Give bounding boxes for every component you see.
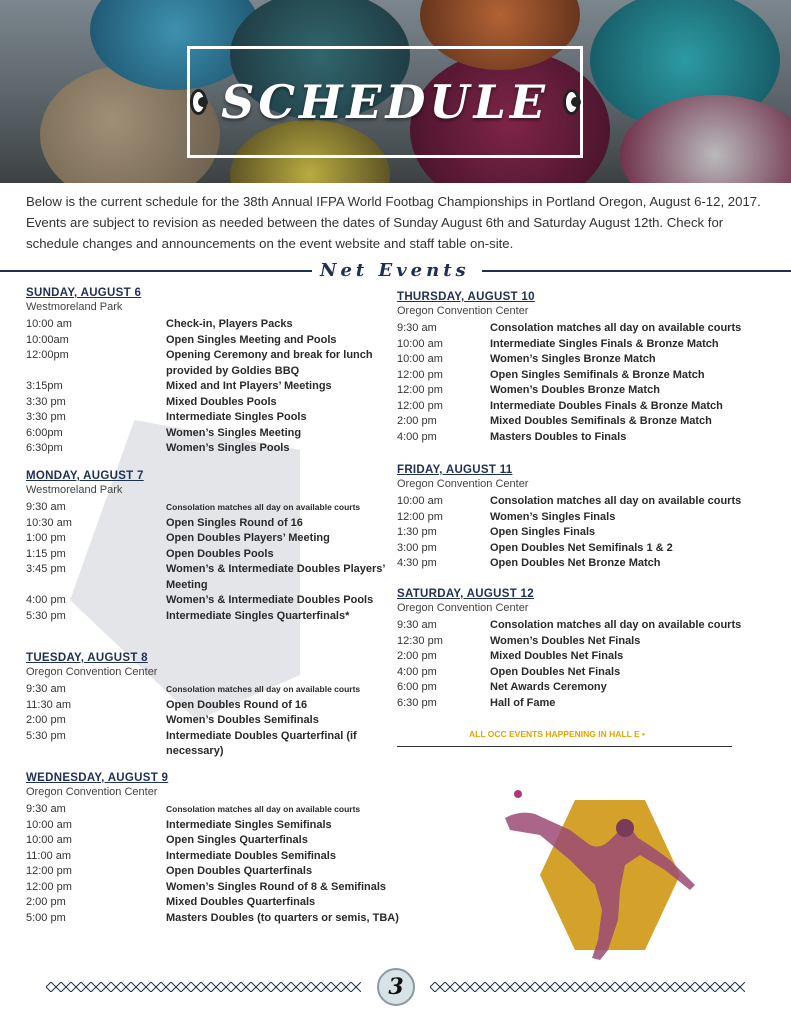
event-time: 2:00 pm bbox=[397, 650, 437, 662]
event-name: Women’s Singles Round of 8 & Semifinals bbox=[166, 880, 387, 893]
day-block-monday bbox=[26, 470, 386, 624]
schedule-row bbox=[26, 531, 386, 547]
event-time: 2:00 pm bbox=[397, 415, 437, 427]
event-time: 5:30 pm bbox=[26, 729, 66, 742]
event-time: 1:00 pm bbox=[26, 532, 66, 544]
event-name: Consolation matches all day on available courts bbox=[166, 502, 361, 512]
event-name: Mixed Doubles Pools bbox=[166, 395, 277, 408]
venue: Oregon Convention Center bbox=[26, 666, 158, 678]
event-time: 12:00 pm bbox=[26, 865, 72, 877]
schedule-row bbox=[397, 696, 777, 712]
schedule-row bbox=[26, 713, 386, 729]
event-time: 6:30 pm bbox=[397, 696, 437, 709]
event-time: 4:30 pm bbox=[397, 557, 437, 569]
event-time: 11:30 am bbox=[26, 698, 72, 711]
event-time: 4:00 pm bbox=[397, 665, 437, 678]
schedule-row bbox=[397, 352, 777, 368]
event-time: 4:00 pm bbox=[26, 594, 66, 606]
event-time: 10:30 am bbox=[26, 516, 72, 529]
event-name: Mixed Doubles Semifinals & Bronze Match bbox=[490, 415, 712, 427]
schedule-row bbox=[26, 410, 386, 426]
schedule-list bbox=[26, 317, 386, 457]
soccer-ball-icon bbox=[563, 89, 580, 115]
event-name: Intermediate Doubles Quarterfinal (if necessary) bbox=[166, 729, 357, 757]
event-time: 10:00 am bbox=[397, 337, 443, 350]
event-name: Women’s & Intermediate Doubles Players’ Meeting bbox=[166, 563, 385, 591]
footbag-player-illustration bbox=[500, 790, 710, 970]
event-name: Mixed and Int Players’ Meetings bbox=[166, 380, 332, 392]
event-name: Mixed Doubles Net Finals bbox=[490, 650, 624, 662]
schedule-row bbox=[26, 348, 386, 379]
schedule-list bbox=[26, 682, 386, 760]
event-time: 2:00 pm bbox=[26, 896, 66, 908]
zigzag-divider bbox=[46, 982, 361, 992]
event-name: Check-in, Players Packs bbox=[166, 318, 293, 330]
event-name: Net Awards Ceremony bbox=[490, 681, 607, 693]
event-time: 10:00 am bbox=[26, 834, 72, 846]
event-name: Consolation matches all day on available courts bbox=[490, 619, 742, 631]
schedule-row bbox=[397, 399, 777, 415]
day-title: TUESDAY, AUGUST 8 bbox=[26, 652, 148, 664]
event-name: Open Singles Semifinals & Bronze Match bbox=[490, 368, 705, 381]
schedule-row bbox=[397, 541, 777, 557]
schedule-row bbox=[397, 368, 777, 384]
day-title: MONDAY, AUGUST 7 bbox=[26, 470, 144, 482]
schedule-row bbox=[26, 609, 386, 625]
schedule-row bbox=[26, 426, 386, 442]
event-time: 12:00 pm bbox=[397, 510, 443, 523]
day-block-sunday bbox=[26, 287, 386, 457]
event-name: Consolation matches all day on available courts bbox=[490, 495, 742, 507]
schedule-row bbox=[397, 337, 777, 353]
event-time: 11:00 am bbox=[26, 849, 72, 862]
event-time: 9:30 am bbox=[397, 619, 437, 631]
section-header bbox=[0, 260, 791, 282]
schedule-row bbox=[26, 698, 386, 714]
divider-line bbox=[482, 270, 791, 272]
venue: Oregon Convention Center bbox=[397, 305, 529, 317]
event-time: 3:30 pm bbox=[26, 395, 66, 408]
schedule-list bbox=[397, 618, 777, 711]
schedule-row bbox=[26, 441, 386, 457]
event-name: Women’s Doubles Semifinals bbox=[166, 714, 319, 726]
schedule-row bbox=[26, 500, 386, 516]
event-time: 9:30 am bbox=[397, 322, 437, 334]
event-time: 4:00 pm bbox=[397, 430, 437, 443]
hall-note: ALL OCC EVENTS HAPPENING IN HALL E • bbox=[469, 729, 645, 739]
schedule-row bbox=[397, 494, 777, 510]
day-title: WEDNESDAY, AUGUST 9 bbox=[26, 772, 169, 784]
intro-paragraph: Below is the current schedule for the 38th Annual IFPA World Footbag Championships in Portland Oregon, August 6-12, 2017. Events are subject to revision as needed between the dates of Sunday August 6th and Saturday August 12th. Check for schedule changes and announcements on the event website and staff table on-site. bbox=[26, 194, 761, 251]
schedule-row bbox=[26, 516, 386, 532]
day-block-friday bbox=[397, 464, 777, 572]
event-time: 12:00 pm bbox=[397, 384, 443, 396]
schedule-row bbox=[26, 802, 446, 818]
event-time: 6:00pm bbox=[26, 426, 63, 439]
schedule-row bbox=[26, 395, 386, 411]
schedule-list bbox=[26, 500, 386, 624]
venue: Oregon Convention Center bbox=[26, 786, 158, 798]
event-time: 10:00 am bbox=[26, 318, 72, 330]
event-time: 10:00 am bbox=[26, 818, 72, 831]
event-time: 12:00 pm bbox=[26, 880, 72, 893]
event-time: 5:00 pm bbox=[26, 911, 66, 924]
event-time: 9:30 am bbox=[26, 803, 66, 815]
day-title: SATURDAY, AUGUST 12 bbox=[397, 588, 534, 600]
event-name: Consolation matches all day on available courts bbox=[166, 684, 361, 694]
event-name: Opening Ceremony and break for lunch provided by Goldies BBQ bbox=[166, 349, 373, 377]
schedule-row bbox=[397, 430, 777, 446]
event-name: Open Doubles Pools bbox=[166, 547, 274, 560]
event-time: 3:00 pm bbox=[397, 541, 437, 554]
event-name: Open Doubles Net Bronze Match bbox=[490, 557, 661, 569]
event-time: 2:00 pm bbox=[26, 714, 66, 726]
event-time: 1:15 pm bbox=[26, 547, 66, 560]
page-number-badge bbox=[377, 968, 415, 1006]
title-frame bbox=[187, 46, 583, 158]
venue: Oregon Convention Center bbox=[397, 478, 529, 490]
footer bbox=[0, 968, 791, 1008]
section-title: Net Events bbox=[320, 260, 470, 281]
event-name: Intermediate Doubles Semifinals bbox=[166, 849, 336, 862]
schedule-row bbox=[26, 593, 386, 609]
event-time: 9:30 am bbox=[26, 683, 66, 695]
schedule-row bbox=[26, 729, 386, 760]
schedule-row bbox=[26, 818, 446, 834]
schedule-list bbox=[26, 802, 446, 926]
event-time: 12:30 pm bbox=[397, 634, 443, 647]
schedule-row bbox=[397, 525, 777, 541]
event-time: 3:30 pm bbox=[26, 411, 66, 423]
schedule-row bbox=[26, 317, 386, 333]
schedule-row bbox=[397, 414, 777, 430]
event-time: 6:00 pm bbox=[397, 681, 437, 693]
event-name: Women’s Singles Pools bbox=[166, 442, 290, 454]
schedule-row bbox=[26, 682, 386, 698]
event-name: Women’s Singles Finals bbox=[490, 510, 616, 523]
event-name: Hall of Fame bbox=[490, 696, 556, 709]
event-name: Open Doubles Players’ Meeting bbox=[166, 532, 330, 544]
soccer-ball-icon bbox=[190, 89, 207, 115]
event-time: 3:15pm bbox=[26, 380, 63, 392]
schedule-row bbox=[397, 665, 777, 681]
divider-line bbox=[0, 270, 312, 272]
schedule-row bbox=[26, 849, 446, 865]
event-name: Open Doubles Round of 16 bbox=[166, 698, 308, 711]
schedule-row bbox=[26, 379, 386, 395]
event-name: Open Doubles Net Finals bbox=[490, 665, 621, 678]
event-name: Intermediate Singles Finals & Bronze Match bbox=[490, 337, 719, 350]
day-block-thursday bbox=[397, 291, 777, 445]
event-name: Intermediate Singles Semifinals bbox=[166, 818, 332, 831]
schedule-row bbox=[397, 556, 777, 572]
schedule-row bbox=[397, 649, 777, 665]
event-time: 10:00 am bbox=[397, 495, 443, 507]
schedule-row bbox=[397, 618, 777, 634]
event-name: Women’s Singles Bronze Match bbox=[490, 353, 656, 365]
day-block-saturday bbox=[397, 588, 777, 711]
event-time: 5:30 pm bbox=[26, 609, 66, 622]
event-time: 12:00 pm bbox=[397, 368, 443, 381]
schedule-row bbox=[26, 895, 446, 911]
event-name: Open Singles Finals bbox=[490, 526, 596, 538]
schedule-row bbox=[26, 911, 446, 927]
event-name: Open Doubles Quarterfinals bbox=[166, 865, 313, 877]
event-time: 6:30pm bbox=[26, 442, 63, 454]
event-time: 1:30 pm bbox=[397, 526, 437, 538]
schedule-row bbox=[397, 680, 777, 696]
event-name: Open Singles Round of 16 bbox=[166, 516, 303, 529]
event-name: Masters Doubles to Finals bbox=[490, 430, 627, 443]
event-name: Mixed Doubles Quarterfinals bbox=[166, 896, 316, 908]
schedule-row bbox=[26, 864, 446, 880]
event-name: Intermediate Singles Pools bbox=[166, 411, 307, 423]
schedule-row bbox=[397, 321, 777, 337]
event-name: Intermediate Doubles Finals & Bronze Match bbox=[490, 399, 723, 412]
day-title: SUNDAY, AUGUST 6 bbox=[26, 287, 142, 299]
venue: Oregon Convention Center bbox=[397, 602, 529, 614]
page-title: SCHEDULE bbox=[221, 75, 549, 129]
event-name: Consolation matches all day on available courts bbox=[490, 322, 742, 334]
schedule-list bbox=[397, 321, 777, 445]
schedule-row bbox=[26, 880, 446, 896]
day-title: THURSDAY, AUGUST 10 bbox=[397, 291, 535, 303]
venue: Westmoreland Park bbox=[26, 301, 123, 313]
page-number: 3 bbox=[388, 974, 404, 1000]
event-name: Consolation matches all day on available courts bbox=[166, 804, 361, 814]
zigzag-divider bbox=[430, 982, 745, 992]
event-name: Women’s Singles Meeting bbox=[166, 426, 302, 439]
schedule-row bbox=[26, 562, 386, 593]
event-name: Women’s Doubles Net Finals bbox=[490, 634, 641, 647]
event-time: 10:00am bbox=[26, 333, 69, 346]
schedule-row bbox=[397, 510, 777, 526]
event-time: 12:00 pm bbox=[397, 399, 443, 412]
schedule-row bbox=[26, 833, 446, 849]
event-name: Masters Doubles (to quarters or semis, TBA) bbox=[166, 911, 399, 924]
event-name: Open Singles Quarterfinals bbox=[166, 834, 308, 846]
event-time: 12:00pm bbox=[26, 349, 69, 361]
event-time: 10:00 am bbox=[397, 353, 443, 365]
header-banner bbox=[0, 0, 791, 183]
event-name: Open Doubles Net Semifinals 1 & 2 bbox=[490, 541, 673, 554]
schedule-row bbox=[397, 383, 777, 399]
day-block-wednesday bbox=[26, 772, 446, 926]
schedule-row bbox=[26, 547, 386, 563]
event-name: Women’s Doubles Bronze Match bbox=[490, 384, 660, 396]
venue: Westmoreland Park bbox=[26, 484, 123, 496]
event-name: Intermediate Singles Quarterfinals* bbox=[166, 609, 350, 622]
event-name: Open Singles Meeting and Pools bbox=[166, 333, 337, 346]
schedule-row bbox=[397, 634, 777, 650]
schedule-row bbox=[26, 333, 386, 349]
day-title: FRIDAY, AUGUST 11 bbox=[397, 464, 513, 476]
day-block-tuesday bbox=[26, 652, 386, 760]
schedule-list bbox=[397, 494, 777, 572]
event-time: 3:45 pm bbox=[26, 563, 66, 575]
divider-line bbox=[397, 746, 732, 747]
event-name: Women’s & Intermediate Doubles Pools bbox=[166, 594, 374, 606]
event-time: 9:30 am bbox=[26, 501, 66, 513]
